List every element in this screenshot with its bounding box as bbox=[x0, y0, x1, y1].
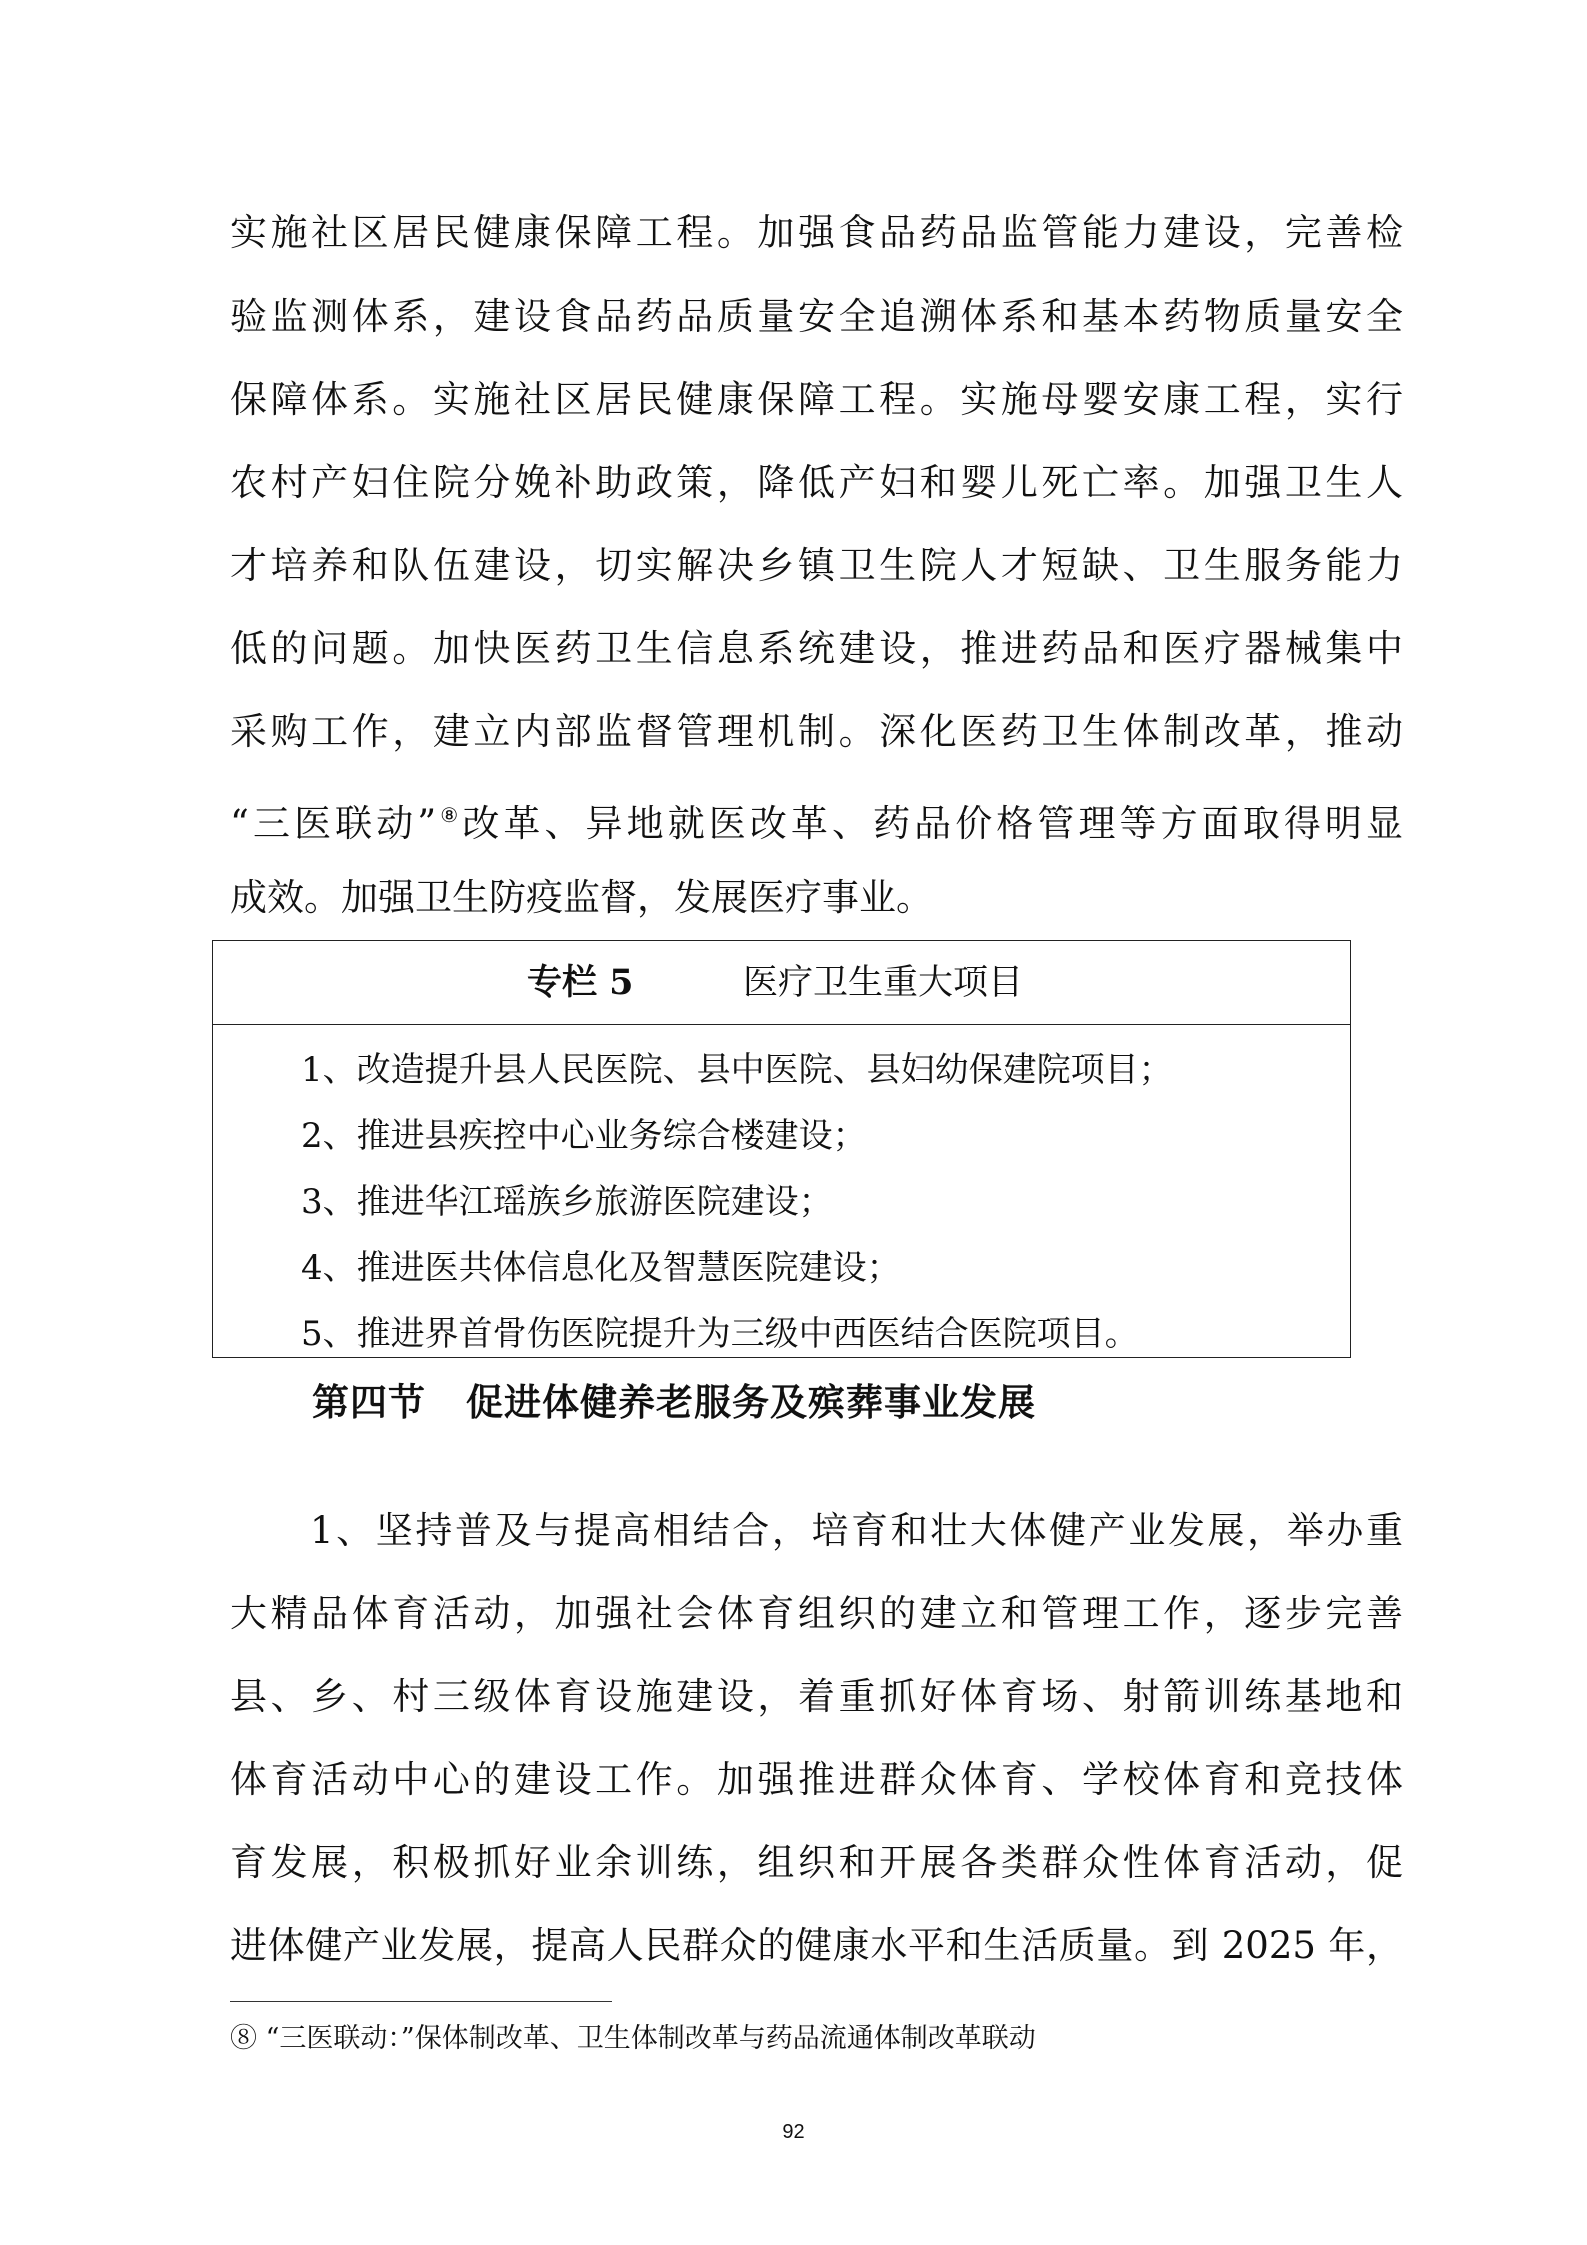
body-line: 县、乡、村三级体育设施建设，着重抓好体育场、射箭训练基地和 bbox=[230, 1675, 1403, 1718]
footnote-reference[interactable]: ⑧ bbox=[436, 803, 463, 827]
section-heading bbox=[312, 1377, 1036, 1427]
body-line: 才培养和队伍建设，切实解决乡镇卫生院人才短缺、卫生服务能力 bbox=[230, 544, 1403, 587]
body-line: 成效。加强卫生防疫监督，发展医疗事业。 bbox=[230, 876, 933, 919]
footnote-separator bbox=[230, 2001, 612, 2002]
feature-box-item: 4、推进医共体信息化及智慧医院建设； bbox=[301, 1248, 901, 1288]
body-line: 实施社区居民健康保障工程。加强食品药品监管能力建设，完善检 bbox=[230, 211, 1403, 254]
body-line-with-footnote-ref bbox=[230, 790, 1403, 849]
body-line-part: 改革、异地就医改革、药品价格管理等方面取得明显 bbox=[462, 802, 1403, 845]
feature-box-item: 1、改造提升县人民医院、县中医院、县妇幼保建院项目； bbox=[301, 1050, 1173, 1090]
feature-box-header bbox=[213, 941, 1350, 1025]
feature-box bbox=[212, 940, 1351, 1358]
body-line: 保障体系。实施社区居民健康保障工程。实施母婴安康工程，实行 bbox=[230, 378, 1403, 421]
body-line-part: “三医联动” bbox=[230, 802, 437, 845]
feature-box-number: 专栏 5 bbox=[527, 962, 634, 1003]
body-line: 大精品体育活动，加强社会体育组织的建立和管理工作，逐步完善 bbox=[230, 1592, 1403, 1635]
body-line: 育发展，积极抓好业余训练，组织和开展各类群众性体育活动，促 bbox=[230, 1841, 1403, 1884]
footnote: ⑧ “三医联动：”保体制改革、卫生体制改革与药品流通体制改革联动 bbox=[230, 2023, 1036, 2054]
body-line: 进体健产业发展，提高人民群众的健康水平和生活质量。到 2025 年， bbox=[230, 1924, 1403, 1967]
feature-box-item: 2、推进县疾控中心业务综合楼建设； bbox=[301, 1116, 867, 1156]
feature-box-item: 3、推进华江瑶族乡旅游医院建设； bbox=[301, 1182, 833, 1222]
page-number: 92 bbox=[782, 2121, 805, 2143]
feature-box-title: 医疗卫生重大项目 bbox=[743, 963, 1024, 1003]
body-line: 1、坚持普及与提高相结合，培育和壮大体健产业发展，举办重 bbox=[310, 1509, 1403, 1552]
body-line: 采购工作，建立内部监督管理机制。深化医药卫生体制改革，推动 bbox=[230, 710, 1403, 753]
section-title: 促进体健养老服务及殡葬事业发展 bbox=[466, 1380, 1036, 1424]
body-line: 低的问题。加快医药卫生信息系统建设，推进药品和医疗器械集中 bbox=[230, 627, 1403, 670]
body-line: 农村产妇住院分娩补助政策，降低产妇和婴儿死亡率。加强卫生人 bbox=[230, 461, 1403, 504]
feature-box-item: 5、推进界首骨伤医院提升为三级中西医结合医院项目。 bbox=[301, 1314, 1139, 1354]
section-number: 第四节 bbox=[312, 1380, 426, 1424]
body-line: 体育活动中心的建设工作。加强推进群众体育、学校体育和竞技体 bbox=[230, 1758, 1403, 1801]
body-line: 验监测体系，建设食品药品质量安全追溯体系和基本药物质量安全 bbox=[230, 295, 1403, 338]
